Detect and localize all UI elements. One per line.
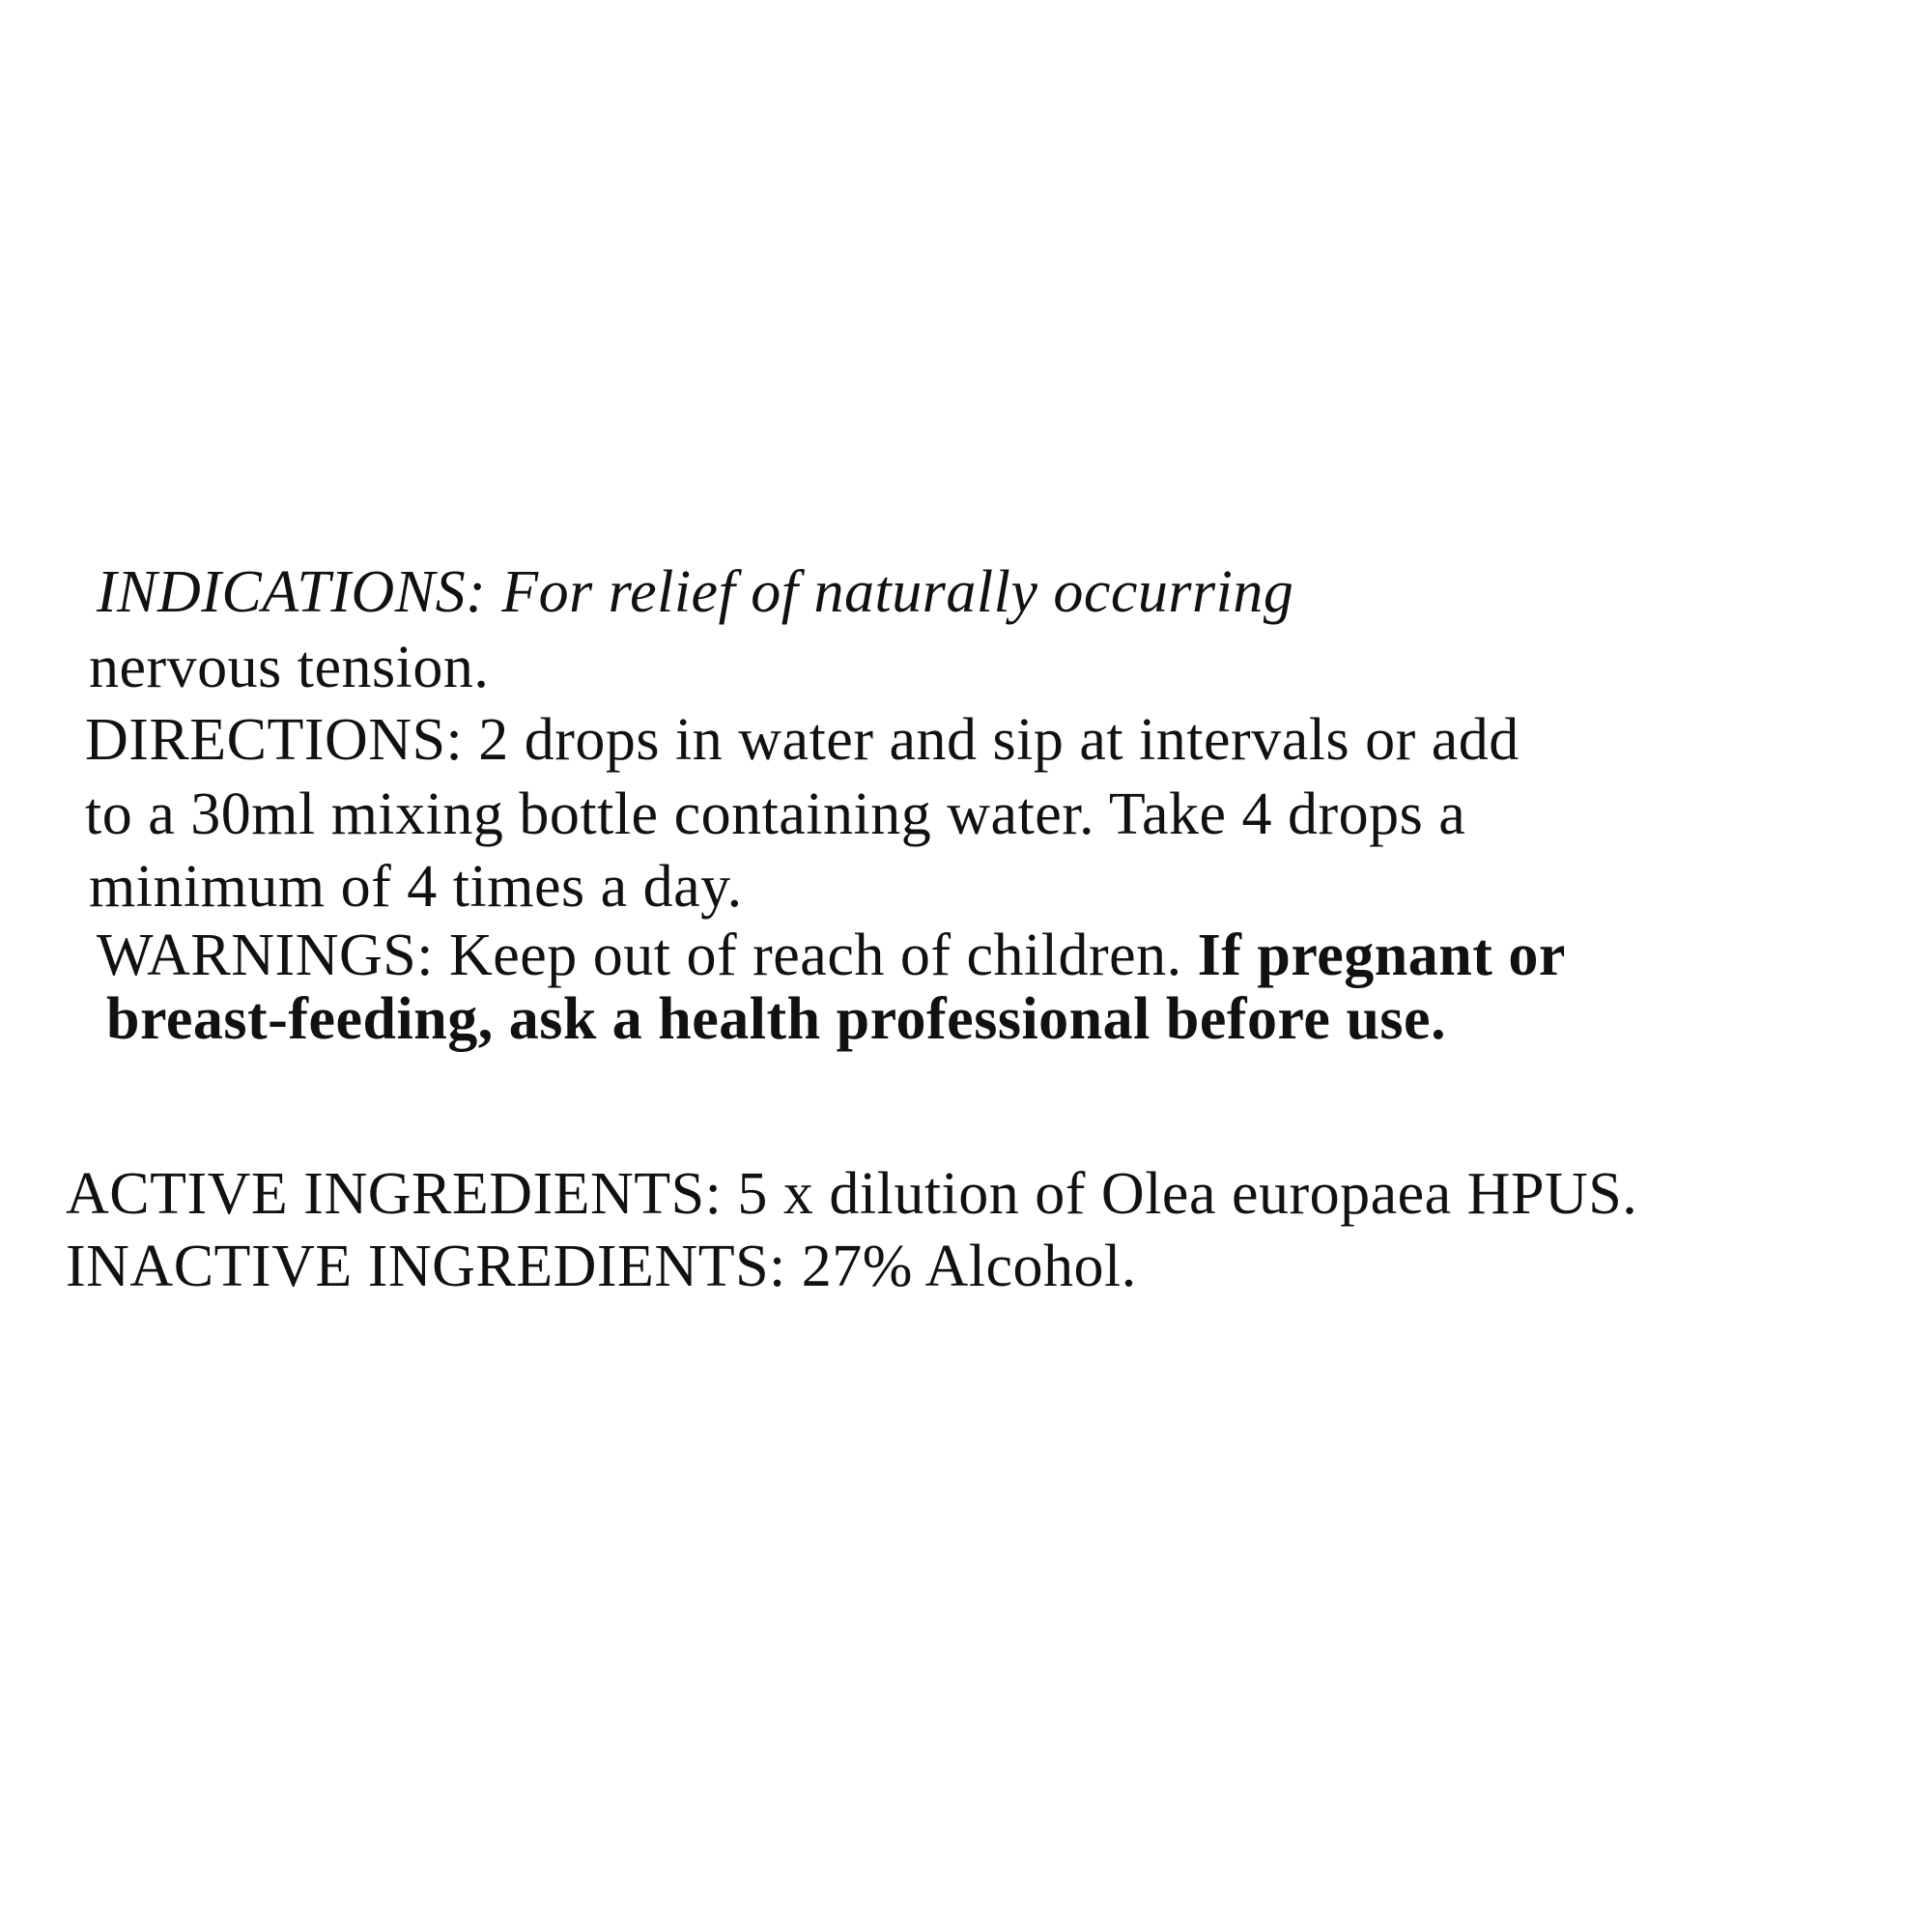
inactive-ingredients-label: INACTIVE INGREDIENTS: bbox=[66, 1234, 786, 1299]
warnings-label: WARNINGS: bbox=[97, 923, 434, 988]
warnings-text-1a: Keep out of reach of children. bbox=[448, 923, 1182, 988]
indications-line-2 bbox=[89, 635, 490, 700]
directions-label: DIRECTIONS: bbox=[85, 707, 464, 773]
directions-text-1: 2 drops in water and sip at intervals or add bbox=[478, 707, 1520, 773]
warnings-text-1b: If pregnant or bbox=[1197, 923, 1566, 988]
directions-line-1 bbox=[85, 707, 1520, 773]
active-ingredients-label: ACTIVE INGREDIENTS: bbox=[66, 1161, 723, 1227]
warnings-line-1 bbox=[97, 923, 1566, 988]
directions-text-2: to a 30ml mixing bottle containing water. Take 4 drops a bbox=[85, 781, 1466, 847]
inactive-ingredients-text: 27% Alcohol. bbox=[801, 1234, 1137, 1299]
warnings-line-2 bbox=[106, 986, 1447, 1052]
indications-label: INDICATIONS: bbox=[97, 559, 487, 625]
warnings-text-2: breast-feeding, ask a health professional before use. bbox=[106, 986, 1447, 1052]
indications-text-2: nervous tension. bbox=[89, 635, 490, 700]
indications-line-1 bbox=[97, 559, 1294, 625]
active-ingredients-text: 5 x dilution of Olea europaea HPUS. bbox=[737, 1161, 1638, 1227]
indications-text-1: For relief of naturally occurring bbox=[501, 559, 1294, 625]
inactive-ingredients-line bbox=[66, 1234, 1137, 1299]
directions-line-3 bbox=[89, 854, 743, 920]
directions-text-3: minimum of 4 times a day. bbox=[89, 854, 743, 920]
directions-line-2 bbox=[85, 781, 1466, 847]
active-ingredients-line bbox=[66, 1161, 1638, 1227]
